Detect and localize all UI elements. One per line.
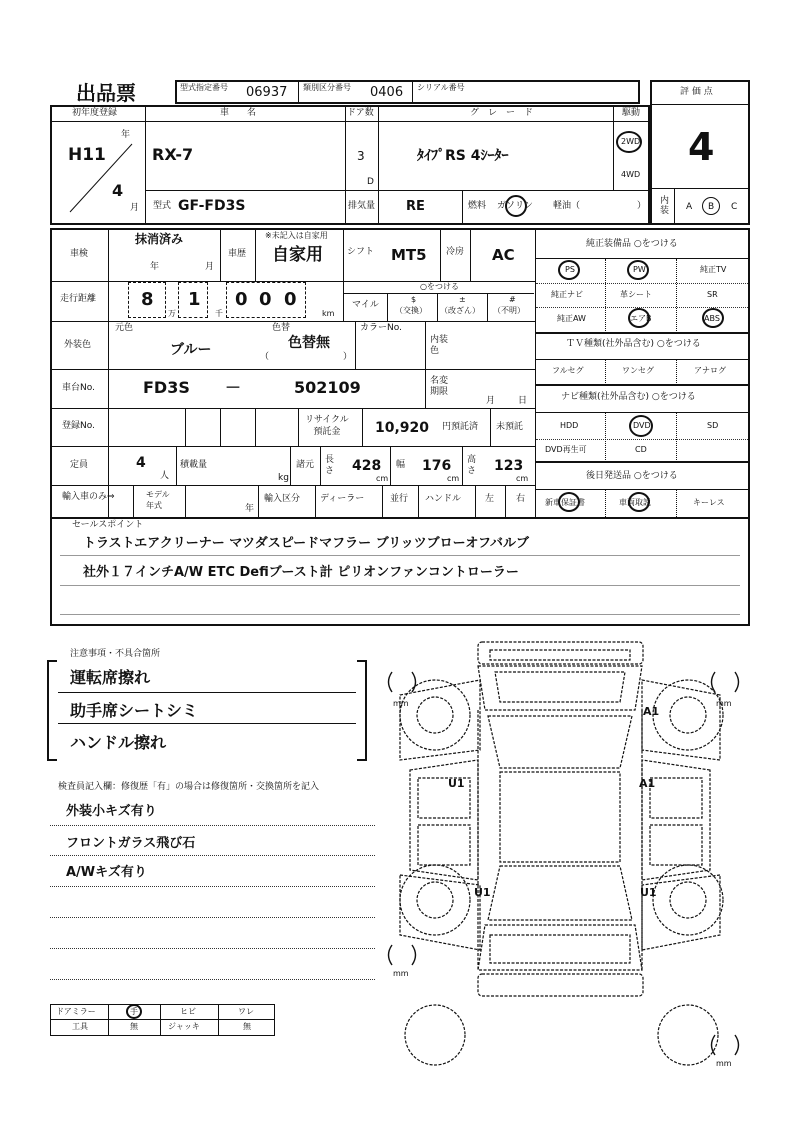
ac: AC xyxy=(492,246,515,264)
inspector-line-2: フロントガラス飛び石 xyxy=(66,836,196,851)
score-value: 4 xyxy=(688,125,715,169)
width: 176 xyxy=(422,458,452,474)
damage-mark-right-front-door: A1 xyxy=(639,777,656,790)
class-no-label: 類別区分番号 xyxy=(303,83,351,92)
import-opt-dealer: ディーラー xyxy=(320,494,365,504)
header-id-box xyxy=(175,80,640,104)
mileage-digit-4: 0 xyxy=(259,289,272,310)
import-label: 輸入車のみ⇒ xyxy=(62,492,115,502)
name-change-label: 名変 期限 xyxy=(430,376,449,397)
fuel-diesel: 軽油（ xyxy=(553,201,581,211)
type-no-label: 型式指定番号 xyxy=(180,83,228,92)
mile-opt-unknown: （不明） xyxy=(493,306,525,315)
nav-hdd: HDD xyxy=(560,421,579,430)
inspector-line-3: A/Wキズ有り xyxy=(66,865,147,880)
jack-label: ジャッキ xyxy=(168,1022,200,1031)
interior-label: 内装 xyxy=(660,196,670,216)
displacement-label: 排気量 xyxy=(348,201,376,211)
name-change-month: 月 xyxy=(486,396,496,406)
mm-label-1: mm xyxy=(393,699,409,708)
tv-title: ＴＶ種類(社外品含む) ○をつける xyxy=(566,339,701,349)
doors-suffix: D xyxy=(367,177,374,187)
model: GF-FD3S xyxy=(178,198,246,214)
inspection-year-unit: 年 xyxy=(150,262,160,272)
equip-airbag-circle xyxy=(628,308,650,328)
damage-mark-front-right: A1 xyxy=(643,705,660,718)
nav-title: ナビ種類(社外品含む) ○をつける xyxy=(561,392,696,402)
recycle-amount: 10,920 xyxy=(375,420,430,436)
form-title: 出品票 xyxy=(76,81,136,105)
mileage-digit-2: 1 xyxy=(188,289,201,310)
width-cm: cm xyxy=(447,474,460,483)
first-reg-month-unit: 月 xyxy=(130,203,140,213)
name-change-day: 日 xyxy=(518,396,528,406)
later-manual: 車両取説 xyxy=(619,498,651,507)
jack-value: 無 xyxy=(243,1022,251,1031)
later-title: 後日発送品 ○をつける xyxy=(586,471,678,481)
regno-label: 登録No. xyxy=(62,421,95,431)
mile-opt-exchange-sym: $ xyxy=(411,295,417,304)
drive-4wd: 4WD xyxy=(621,170,641,179)
serial-no-label: シリアル番号 xyxy=(417,83,465,92)
mirror-circle xyxy=(126,1004,142,1019)
tools-label: 工具 xyxy=(72,1022,88,1031)
sales-line-1: トラストエアクリーナー マツダスピードマフラー ブリッツブローオフバルブ xyxy=(83,536,529,551)
equip-leather: 革シート xyxy=(620,290,652,299)
tv-oneseg: ワンセグ xyxy=(622,366,654,375)
equip-navi: 純正ナビ xyxy=(551,290,583,299)
handle-right: 右 xyxy=(516,494,526,504)
tools-value: 無 xyxy=(130,1022,138,1031)
shift-label: シフト xyxy=(347,247,375,257)
history-label: 車歴 xyxy=(228,249,247,259)
mile-opt-tamper-sym: ± xyxy=(459,295,466,304)
int-color-label: 内装 色 xyxy=(430,335,449,356)
first-reg-label: 初年度登録 xyxy=(72,108,118,118)
shift: MT5 xyxy=(391,246,427,264)
nav-dvd-play: DVD再生可 xyxy=(545,445,587,454)
drive-2wd-circle xyxy=(616,131,642,153)
chassis-no: 502109 xyxy=(294,378,361,397)
sales-label: セールスポイント xyxy=(72,520,144,530)
length: 428 xyxy=(352,458,382,474)
mile-opt-unknown-sym: # xyxy=(509,295,516,304)
chassis-prefix: FD3S xyxy=(143,378,190,397)
history: 自家用 xyxy=(272,245,323,265)
height-cm: cm xyxy=(516,474,529,483)
crack-label: ヒビ xyxy=(180,1007,196,1016)
mirror-value: 手 xyxy=(130,1007,138,1016)
color-label: 外装色 xyxy=(64,340,92,350)
nav-sd: SD xyxy=(707,421,719,430)
mileage-man: 万 xyxy=(168,309,176,318)
repaint-label: 色替 xyxy=(272,323,291,333)
later-warranty-circle xyxy=(558,492,580,512)
inspection-month-unit: 月 xyxy=(205,262,215,272)
fuel-label: 燃料 xyxy=(468,201,487,211)
equipment-title: 純正装備品 ○をつける xyxy=(586,239,678,249)
grade: ﾀｲﾌﾟRS 4ｼｰﾀｰ xyxy=(417,148,509,164)
sales-line-2: 社外１７インチA/W ETC Defiブースト計 ピリオンファンコントローラー xyxy=(83,565,519,580)
interior-grade-b: B xyxy=(708,202,715,212)
mm-label-2: mm xyxy=(716,699,732,708)
mileage-sen: 千 xyxy=(215,309,223,318)
fuel-diesel-close: ） xyxy=(637,201,647,211)
fuel-gasoline-circle xyxy=(505,195,527,217)
car-name-label: 車 名 xyxy=(220,108,257,118)
equip-pw: PW xyxy=(633,265,646,274)
orig-color-label: 元色 xyxy=(115,323,134,333)
color-no-label: カラーNo. xyxy=(360,323,402,333)
car-diagram xyxy=(370,640,750,1080)
height: 123 xyxy=(494,458,524,474)
notes-bracket xyxy=(47,660,57,761)
load-kg: kg xyxy=(278,473,289,483)
mile-note: ○をつける xyxy=(420,282,459,291)
chassis-dash: － xyxy=(225,378,242,397)
chassis-label: 車台No. xyxy=(62,383,95,393)
equip-ps: PS xyxy=(565,265,575,274)
first-reg-year: H11 xyxy=(68,145,106,165)
later-keyless: キーレス xyxy=(693,498,725,507)
inspection-label: 車検 xyxy=(70,249,89,259)
interior-b-circle xyxy=(702,197,720,215)
history-note: ※未記入は自家用 xyxy=(265,231,328,240)
inspector-line-1: 外装小キズ有り xyxy=(66,804,157,819)
capacity-unit: 人 xyxy=(160,471,170,481)
interior-grade-a: A xyxy=(686,202,693,212)
damage-mark-right-rear: U1 xyxy=(640,886,657,899)
displacement: RE xyxy=(406,199,425,214)
nav-dvd: DVD xyxy=(633,421,651,430)
model-label: 型式 xyxy=(153,201,172,211)
mm-label-4: mm xyxy=(716,1059,732,1068)
note-3: ハンドル擦れ xyxy=(70,733,167,752)
mile-opt-tamper: （改ざん） xyxy=(440,306,480,315)
grade-label: グ レ ー ド xyxy=(470,108,534,118)
score-label: 評 価 点 xyxy=(680,87,713,97)
mm-label-3: mm xyxy=(393,969,409,978)
first-reg-month: 4 xyxy=(112,181,124,200)
mile-label: マイル xyxy=(352,300,379,310)
notes-bracket-right xyxy=(357,660,367,761)
capacity: 4 xyxy=(136,455,146,471)
equip-abs: ABS xyxy=(704,314,720,323)
mileage-digit-3: 0 xyxy=(235,289,248,310)
interior-grade-c: C xyxy=(731,202,738,212)
inspection: 抹消済み xyxy=(135,232,184,246)
note-1: 運転席擦れ xyxy=(70,668,151,687)
capacity-label: 定員 xyxy=(70,460,89,470)
orig-color: ブルー xyxy=(170,342,212,358)
repaint: 色替無 xyxy=(288,335,330,351)
height-label: 高 さ xyxy=(467,455,477,476)
equip-airbag: エアB xyxy=(630,314,652,323)
doors-label: ドア数 xyxy=(347,108,374,118)
tv-fullseg: フルセグ xyxy=(552,366,584,375)
recycle-paid: 円預託済 xyxy=(442,422,479,432)
repaint-paren-close: ） xyxy=(343,352,353,362)
size-label: 諸元 xyxy=(296,460,315,470)
equip-pw-circle xyxy=(627,260,649,280)
equip-tv: 純正TV xyxy=(700,265,727,274)
mileage-digit-1: 8 xyxy=(141,289,154,310)
equip-sr: SR xyxy=(707,290,718,299)
mileage-label: 走行距離 xyxy=(60,294,97,304)
ac-label: 冷房 xyxy=(446,247,465,257)
equip-aw: 純正AW xyxy=(557,314,586,323)
break-label: ワレ xyxy=(238,1007,254,1016)
import-opt-parallel: 並行 xyxy=(390,494,409,504)
handle-label: ハンドル xyxy=(425,494,462,504)
equip-abs-circle xyxy=(702,308,724,328)
mileage-km: km xyxy=(322,309,335,318)
drive-label: 駆動 xyxy=(622,108,641,118)
doors: 3 xyxy=(357,149,365,163)
width-label: 幅 xyxy=(396,460,406,470)
mile-opt-exchange: （交換） xyxy=(395,306,427,315)
tv-analog: アナログ xyxy=(694,366,726,375)
model-year-label: モデル 年式 xyxy=(146,490,170,510)
drive-2wd: 2WD xyxy=(621,137,641,146)
car-name: RX-7 xyxy=(152,145,194,164)
damage-mark-left-rear: U1 xyxy=(474,886,491,899)
class-no: 0406 xyxy=(370,85,404,100)
recycle-unpaid: 未預託 xyxy=(496,422,524,432)
type-no: 06937 xyxy=(246,85,288,100)
damage-mark-left-front-door: U1 xyxy=(448,777,465,790)
repaint-paren-open: （ xyxy=(260,352,270,362)
mileage-digit-5: 0 xyxy=(284,289,297,310)
load-label: 積載量 xyxy=(180,460,208,470)
later-manual-circle xyxy=(628,492,650,512)
inspector-label: 検査員記入欄：修復歴「有」の場合は修復箇所・交換箇所を記入 xyxy=(58,782,320,792)
import-class-label: 輸入区分 xyxy=(264,494,301,504)
recycle-label: リサイクル 預託金 xyxy=(305,415,349,437)
length-label: 長 さ xyxy=(325,455,335,476)
note-2: 助手席シートシミ xyxy=(70,701,199,720)
model-year-unit: 年 xyxy=(245,504,255,514)
handle-left: 左 xyxy=(485,494,495,504)
later-warranty: 新車保証書 xyxy=(545,498,585,507)
mirror-label: ドアミラー xyxy=(56,1007,96,1016)
first-reg-slash xyxy=(66,140,136,216)
equip-ps-circle xyxy=(558,260,580,280)
fuel-gasoline: ガソリン xyxy=(497,201,534,211)
nav-dvd-circle xyxy=(629,415,653,437)
length-cm: cm xyxy=(376,474,389,483)
nav-cd: CD xyxy=(635,445,647,454)
notes-label: 注意事項・不具合箇所 xyxy=(70,649,161,659)
first-reg-year-unit: 年 xyxy=(121,130,131,140)
